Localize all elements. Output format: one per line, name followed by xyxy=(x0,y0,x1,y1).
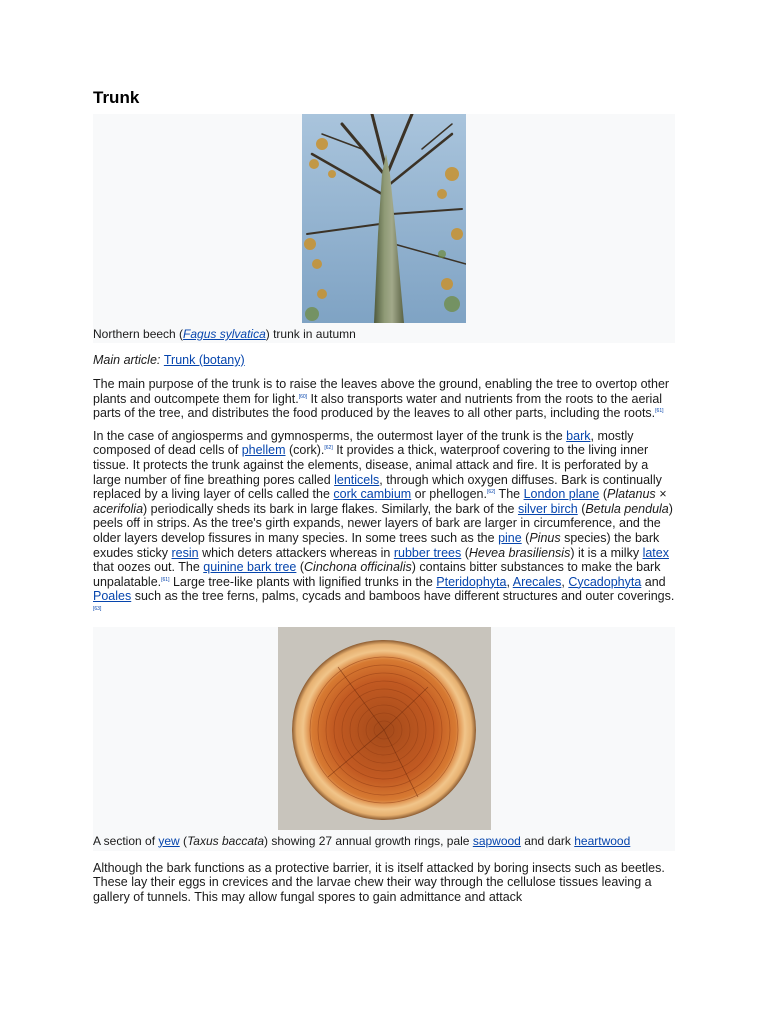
link-poales[interactable]: Poales xyxy=(93,589,132,604)
paragraph-3: Although the bark functions as a protective barrier, it is itself attacked by boring insects such as beetles. These lay their eggs in crevices and the larvae chew their way through the cellulose tissues leaving a gallery of tunnels. This may allow fungal spores to gain admittance and attack xyxy=(93,860,665,904)
ref-62[interactable]: [62] xyxy=(324,445,333,452)
beech-trunk-image[interactable] xyxy=(302,114,466,323)
ref-60[interactable]: [60] xyxy=(298,393,308,400)
link-bark[interactable]: bark xyxy=(566,428,591,443)
main-article-note: Main article: Trunk (botany) xyxy=(93,353,245,367)
ref-62b[interactable]: [62] xyxy=(486,489,496,496)
page-title: Trunk xyxy=(93,88,140,107)
link-yew[interactable]: yew xyxy=(158,833,180,848)
caption-text: Northern beech ( xyxy=(93,327,184,341)
article xyxy=(93,88,675,912)
figure-yew xyxy=(93,627,675,851)
link-heartwood[interactable]: heartwood xyxy=(574,833,631,848)
link-fagus-sylvatica[interactable]: Fagus sylvatica xyxy=(183,327,266,341)
ref-63[interactable]: [63] xyxy=(93,605,102,612)
yew-section-image[interactable] xyxy=(278,627,491,830)
figure-yew-caption: A section of yew (Taxus baccata) showing 27 annual growth rings, pale sapwood and dark heartwood xyxy=(93,833,631,848)
link-london-plane[interactable]: London plane xyxy=(523,487,600,502)
link-resin[interactable]: resin xyxy=(171,545,199,560)
ref-61[interactable]: [61] xyxy=(655,408,664,415)
paragraph-1: The main purpose of the trunk is to raise the leaves above the ground, enabling the tree to overtop other plants and outcompete them for light.[60] It also transports water and nutrients from the roots to the aerial parts of the tree, and distributes the food produced by the leaves to all other parts, including the roots.[61] xyxy=(93,377,670,421)
link-quinine-bark-tree[interactable]: quinine bark tree xyxy=(203,560,297,575)
link-pteridophyta[interactable]: Pteridophyta xyxy=(436,574,507,589)
link-trunk-botany[interactable]: Trunk (botany) xyxy=(163,353,245,367)
link-silver-birch[interactable]: silver birch xyxy=(517,501,578,516)
link-lenticels[interactable]: lenticels xyxy=(334,472,380,487)
link-latex[interactable]: latex xyxy=(642,545,669,560)
caption-text: ) trunk in autumn xyxy=(265,327,356,341)
link-cork-cambium[interactable]: cork cambium xyxy=(333,487,412,502)
paragraph-2: In the case of angiosperms and gymnosperms, the outermost layer of the trunk is the bark, mostly composed of dead cells of phellem (cork).[62] It provides a thick, waterproof covering to the living inner tissue. It protects the trunk against the elements, disease, animal attack and fire. It is perforated by a large number of fine breathing pores called lenticels, through which oxygen diffuses. Bark is continually replaced by a living layer of cells called the cork cambium or phellogen.[62] The London plane (Platanus × acerifolia) periodically sheds its bark in large flakes. Similarly, the bark of the silver birch (Betula pendula) peels off in strips. As the tree's girth expands, newer layers of bark are larger in circumference, and the older layers develop fissures in many species. In some trees such as the pine (Pinus species) the bark exudes sticky resin which deters attackers whereas in rubber trees (Hevea brasiliensis) it is a milky latex that oozes out. The quinine bark tree (Cinchona officinalis) contains bitter substances to make the bark unpalatable.[61] Large tree-like plants with lignified trunks in the Pteridophyta, Arecales, Cycadophyta and Poales such as the tree ferns, palms, cycads and bamboos have different structures and outer coverings.[63] xyxy=(93,428,675,612)
link-cycadophyta[interactable]: Cycadophyta xyxy=(568,574,642,589)
link-sapwood[interactable]: sapwood xyxy=(472,833,521,848)
link-pine[interactable]: pine xyxy=(498,530,522,545)
figure-beech-caption xyxy=(93,323,675,344)
ref-61b[interactable]: [61] xyxy=(161,576,170,583)
link-arecales[interactable]: Arecales xyxy=(512,574,562,589)
link-phellem[interactable]: phellem xyxy=(241,443,286,458)
link-rubber-trees[interactable]: rubber trees xyxy=(393,545,462,560)
figure-beech xyxy=(93,114,675,343)
